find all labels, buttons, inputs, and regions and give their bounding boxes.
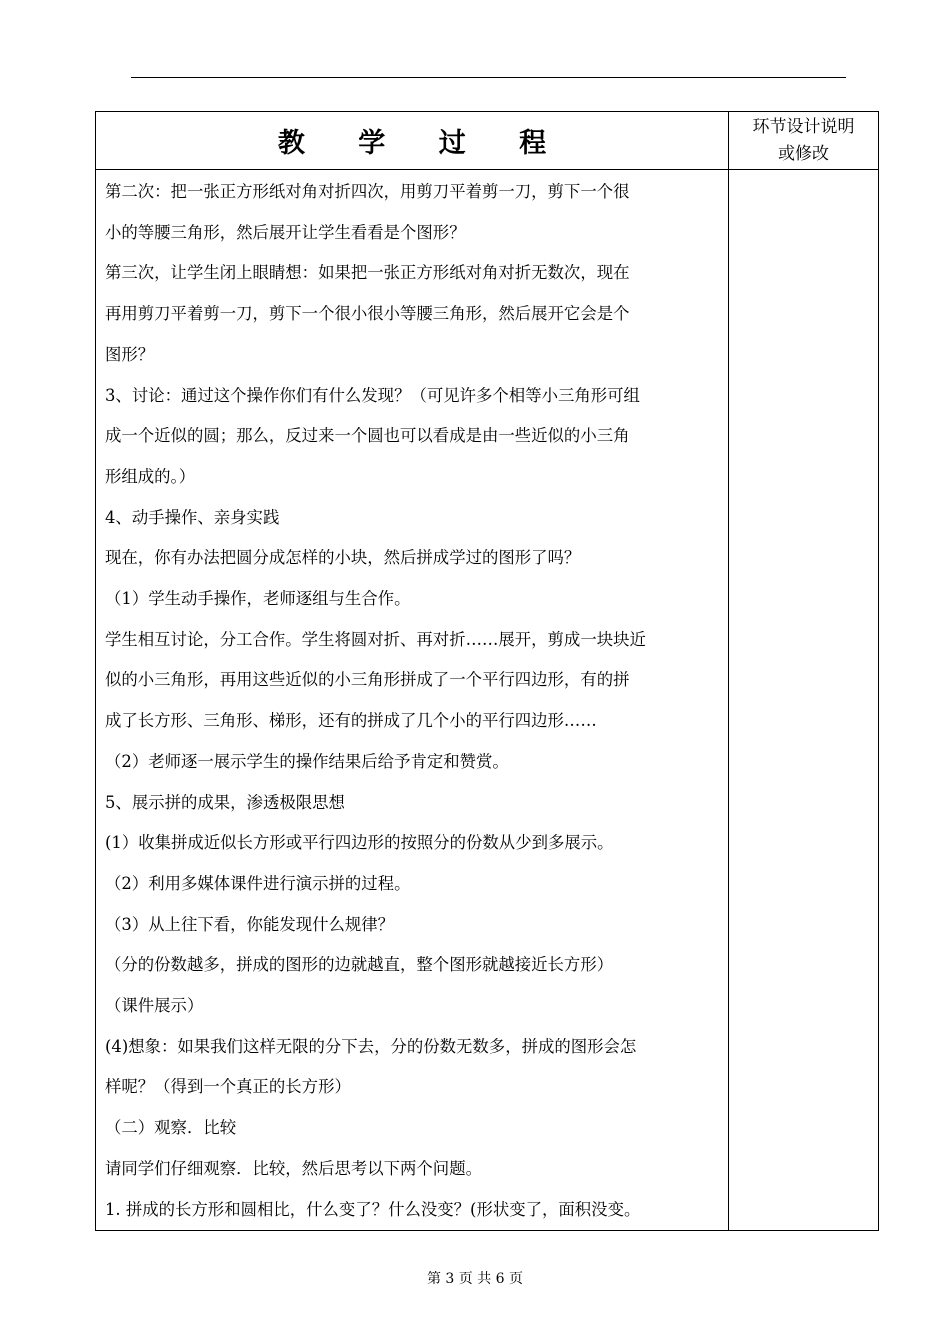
content-line: 5、展示拼的成果，渗透极限思想 bbox=[105, 792, 345, 812]
design-notes-title-line-1: 环节设计说明 bbox=[752, 116, 855, 137]
content-line: （课件展示） bbox=[105, 996, 204, 1016]
content-line: 成了长方形、三角形、梯形，还有的拼成了几个小的平行四边形…… bbox=[105, 711, 597, 731]
content-line: 学生相互讨论，分工合作。学生将圆对折、再对折……展开，剪成一块块近 bbox=[105, 629, 646, 649]
page-number: 第 3 页 共 6 页 bbox=[426, 1271, 524, 1287]
header-rule bbox=[131, 77, 846, 78]
design-notes-title-line-2: 或修改 bbox=[778, 143, 829, 164]
table-header-row bbox=[96, 112, 879, 170]
content-line: 4、动手操作、亲身实践 bbox=[105, 507, 280, 527]
content-line: 似的小三角形，再用这些近似的小三角形拼成了一个平行四边形，有的拼 bbox=[105, 670, 630, 690]
design-notes-cell bbox=[729, 170, 879, 1231]
content-line: 再用剪刀平着剪一刀，剪下一个很小很小等腰三角形，然后展开它会是个 bbox=[105, 304, 630, 324]
lesson-plan-table bbox=[95, 111, 879, 1231]
table-body-row bbox=[96, 170, 879, 1231]
content-line: 样呢？（得到一个真正的长方形） bbox=[105, 1077, 351, 1097]
content-line: （2）老师逐一展示学生的操作结果后给予肯定和赞赏。 bbox=[105, 751, 509, 771]
content-line: 成一个近似的圆；那么，反过来一个圆也可以看成是由一些近似的小三角 bbox=[105, 426, 630, 446]
teaching-process-content bbox=[96, 170, 729, 1231]
content-line: 第二次：把一张正方形纸对角对折四次，用剪刀平着剪一刀，剪下一个很 bbox=[105, 182, 630, 201]
content-line: 第三次，让学生闭上眼睛想：如果把一张正方形纸对角对折无数次，现在 bbox=[105, 263, 630, 283]
teaching-process-header bbox=[96, 112, 729, 170]
content-line: 请同学们仔细观察．比较，然后思考以下两个问题。 bbox=[105, 1158, 482, 1178]
design-notes-header bbox=[729, 112, 879, 170]
content-line: 1. 拼成的长方形和圆相比，什么变了？什么没变？(形状变了，面积没变。 bbox=[105, 1199, 641, 1219]
content-line: 小的等腰三角形，然后展开让学生看看是个图形？ bbox=[105, 222, 466, 242]
content-line: 现在，你有办法把圆分成怎样的小块，然后拼成学过的图形了吗？ bbox=[105, 548, 581, 568]
content-line: （2）利用多媒体课件进行演示拼的过程。 bbox=[105, 873, 411, 893]
content-line: (1）收集拼成近似长方形或平行四边形的按照分的份数从少到多展示。 bbox=[105, 833, 614, 853]
content-line: 图形？ bbox=[105, 344, 155, 364]
content-line: 3、讨论：通过这个操作你们有什么发现？（可见许多个相等小三角形可组 bbox=[105, 385, 640, 405]
content-line: （3）从上往下看，你能发现什么规律？ bbox=[105, 914, 395, 934]
teaching-process-title: 教 学 过 程 bbox=[277, 128, 569, 159]
content-line: （1）学生动手操作，老师逐组与生合作。 bbox=[105, 589, 411, 609]
content-line: (4)想象：如果我们这样无限的分下去，分的份数无数多，拼成的图形会怎 bbox=[105, 1036, 637, 1056]
content-line: （二）观察．比较 bbox=[105, 1118, 237, 1138]
content-line: （分的份数越多，拼成的图形的边就越直，整个图形就越接近长方形） bbox=[105, 955, 614, 975]
content-line: 形组成的。） bbox=[105, 466, 196, 486]
